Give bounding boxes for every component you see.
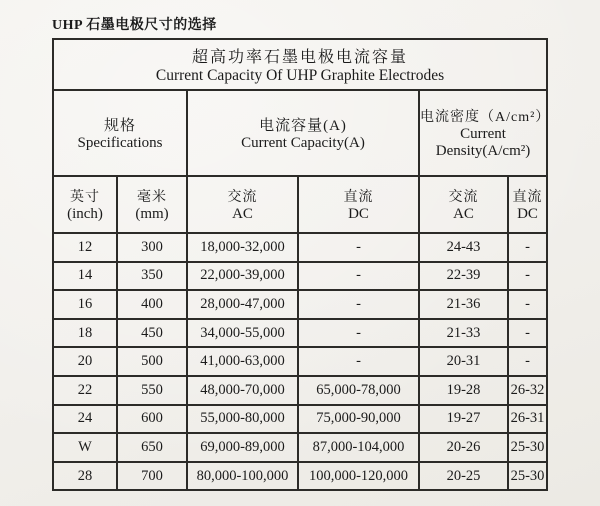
table-row [53,262,547,291]
page-title: UHP 石墨电极尺寸的选择 [52,18,217,33]
cell-mm: 450 [117,319,187,348]
cell-density-dc: 26-31 [508,405,547,434]
cell-density-ac: 19-27 [419,405,508,434]
table-title-row [53,39,547,90]
cell-capacity-ac: 48,000-70,000 [187,376,298,405]
cell-capacity-ac: 80,000-100,000 [187,462,298,491]
cell-inch: 28 [53,462,117,491]
col-density-ac-en: AC [453,206,474,222]
cell-density-ac: 20-26 [419,433,508,462]
col-capacity-ac-cn: 交流 [227,190,258,205]
cell-capacity-dc: 87,000-104,000 [298,433,419,462]
col-mm-en: (mm) [135,206,169,222]
cell-mm: 550 [117,376,187,405]
cell-capacity-dc: 100,000-120,000 [298,462,419,491]
col-header-inch [53,176,117,233]
cell-capacity-dc: - [298,319,419,348]
cell-capacity-ac: 69,000-89,000 [187,433,298,462]
table-group-header-row [53,90,547,176]
cell-inch: 12 [53,233,117,262]
electrode-capacity-table [52,38,551,491]
cell-density-dc: - [508,347,547,376]
table-row [53,290,547,319]
density-label-en-line2: Density(A/cm²) [435,143,531,159]
table-subheader-row [53,176,547,233]
cell-mm: 650 [117,433,187,462]
cell-density-ac: 19-28 [419,376,508,405]
density-label-cn: 电流密度（A/cm²） [420,110,551,125]
cell-capacity-dc: - [298,233,419,262]
cell-density-ac: 20-31 [419,347,508,376]
cell-mm: 350 [117,262,187,291]
cell-mm: 500 [117,347,187,376]
table-title-cell [53,39,547,90]
table-row [53,347,547,376]
cell-density-dc: - [508,290,547,319]
cell-density-dc: 25-30 [508,462,547,491]
table-title-cn: 超高功率石墨电极电流容量 [191,49,408,66]
cell-density-ac: 20-25 [419,462,508,491]
cell-inch: 16 [53,290,117,319]
cell-mm: 700 [117,462,187,491]
cell-density-dc: - [508,262,547,291]
cell-capacity-dc: 65,000-78,000 [298,376,419,405]
capacity-label-en: Current Capacity(A) [241,135,365,151]
col-header-capacity-ac [187,176,298,233]
cell-capacity-ac: 41,000-63,000 [187,347,298,376]
cell-mm: 300 [117,233,187,262]
cell-capacity-dc: 75,000-90,000 [298,405,419,434]
cell-capacity-dc: - [298,290,419,319]
table-row [53,376,547,405]
cell-capacity-ac: 55,000-80,000 [187,405,298,434]
col-mm-cn: 毫米 [137,190,167,205]
col-capacity-ac-en: AC [232,206,253,222]
cell-inch: 20 [53,347,117,376]
cell-density-ac: 21-33 [419,319,508,348]
spec-label-en: Specifications [77,135,163,151]
col-header-mm [117,176,187,233]
cell-inch: 22 [53,376,117,405]
cell-capacity-ac: 22,000-39,000 [187,262,298,291]
cell-inch: W [53,433,117,462]
cell-capacity-dc: - [298,262,419,291]
table-row [53,319,547,348]
cell-mm: 600 [117,405,187,434]
col-header-capacity-dc [298,176,419,233]
col-inch-en: (inch) [67,206,103,222]
cell-density-dc: 25-30 [508,433,547,462]
cell-capacity-ac: 34,000-55,000 [187,319,298,348]
cell-inch: 24 [53,405,117,434]
col-density-dc-cn: 直流 [512,190,543,205]
cell-density-ac: 24-43 [419,233,508,262]
cell-density-ac: 21-36 [419,290,508,319]
table-title-en: Current Capacity Of UHP Graphite Electrodes [155,67,445,84]
density-label-en-line1: Current [460,126,506,142]
col-inch-cn: 英寸 [70,190,100,205]
capacity-label-cn: 电流容量(A) [259,118,347,134]
cell-mm: 400 [117,290,187,319]
cell-capacity-dc: - [298,347,419,376]
group-header-specifications [53,90,187,176]
col-capacity-dc-cn: 直流 [343,190,374,205]
table-row [53,233,547,262]
cell-capacity-ac: 28,000-47,000 [187,290,298,319]
cell-inch: 14 [53,262,117,291]
cell-density-dc: - [508,233,547,262]
cell-density-dc: 26-32 [508,376,547,405]
table-row [53,462,547,491]
cell-density-dc: - [508,319,547,348]
spec-label-cn: 规格 [103,118,136,134]
group-header-current-density [419,90,551,176]
table-row [53,433,547,462]
col-density-dc-en: DC [517,206,538,222]
table-row [53,405,547,434]
cell-inch: 18 [53,319,117,348]
col-header-density-dc [508,176,547,233]
col-density-ac-cn: 交流 [448,190,479,205]
col-header-density-ac [419,176,508,233]
group-header-current-capacity [187,90,419,176]
cell-density-ac: 22-39 [419,262,508,291]
col-capacity-dc-en: DC [348,206,369,222]
cell-capacity-ac: 18,000-32,000 [187,233,298,262]
